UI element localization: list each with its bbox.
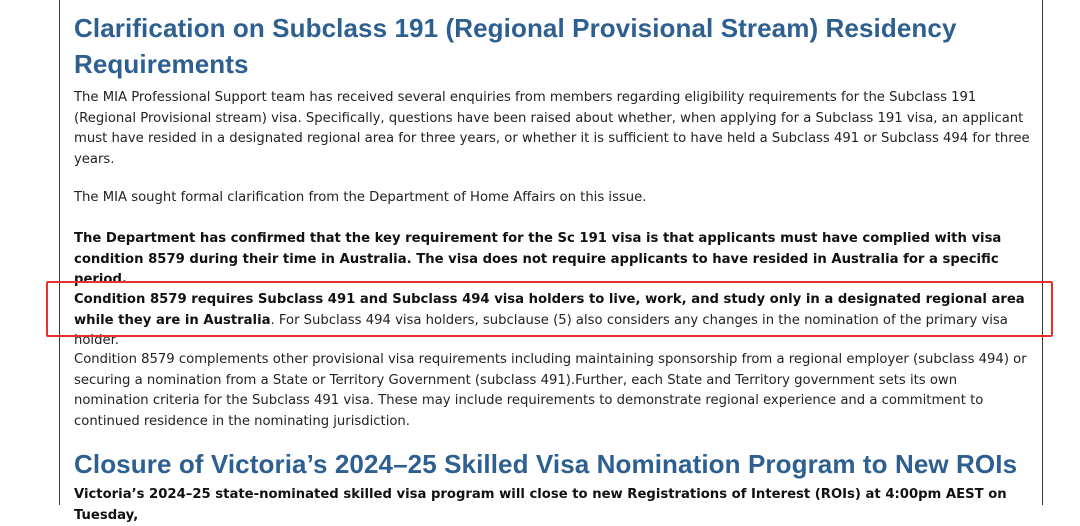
paragraph-victoria-program: Victoria’s 2024–25 state-nominated skilled visa program will close to new Registrations of Interest (ROIs) at 4:00pm AEST on Tuesday,: [74, 487, 1007, 523]
section-title-victoria-closure: Closure of Victoria’s 2024–25 Skilled Visa Nomination Program to New ROIs: [74, 449, 1018, 479]
department-confirmation-text: The Department has confirmed that the key requirement for the Sc 191 visa is that applicants must have complied with visa condition 8579 during their time in Australia. The visa does not require applicants to have resided in Australia for a specific period.: [74, 231, 1002, 287]
paragraph-complementary-requirements: Condition 8579 complements other provisional visa requirements including maintaining sponsorship from a regional employer (subclass 494) or securing a nomination from a State or Territory Government (subclass 491).Further, each State and Territory government sets its own nomination criteria for the Subclass 491 visa. These may include requirements to demonstrate regional experience and a commitment to continued residence in the nominating jurisdiction.: [74, 352, 1027, 429]
paragraph-clarification-sought: The MIA sought formal clarification from the Department of Home Affairs on this issue.: [74, 190, 647, 205]
section-title-subclass-191: Clarification on Subclass 191 (Regional Provisional Stream) Residency Requirements: [74, 13, 957, 79]
highlight-annotation-box: [46, 281, 1053, 337]
condition-8579-rest-text: . For Subclass 494 visa holders, subclause (5) also considers any changes in the nomination of the primary visa holder.: [74, 312, 1008, 348]
paragraph-enquiries: The MIA Professional Support team has received several enquiries from members regarding eligibility requirements for the Subclass 191 (Regional Provisional stream) visa. Specifically, questions have been raised about whether, when applying for a Subclass 191 visa, an applicant must have resided in a designated regional area for three years, or whether it is sufficient to have held a Subclass 491 or Subclass 494 for three years.: [74, 90, 1030, 167]
condition-8579-bold-text: Condition 8579 requires Subclass 491 and Subclass 494 visa holders to live, work, and study only in a designated regional area while they are in Australia: [74, 292, 1025, 328]
